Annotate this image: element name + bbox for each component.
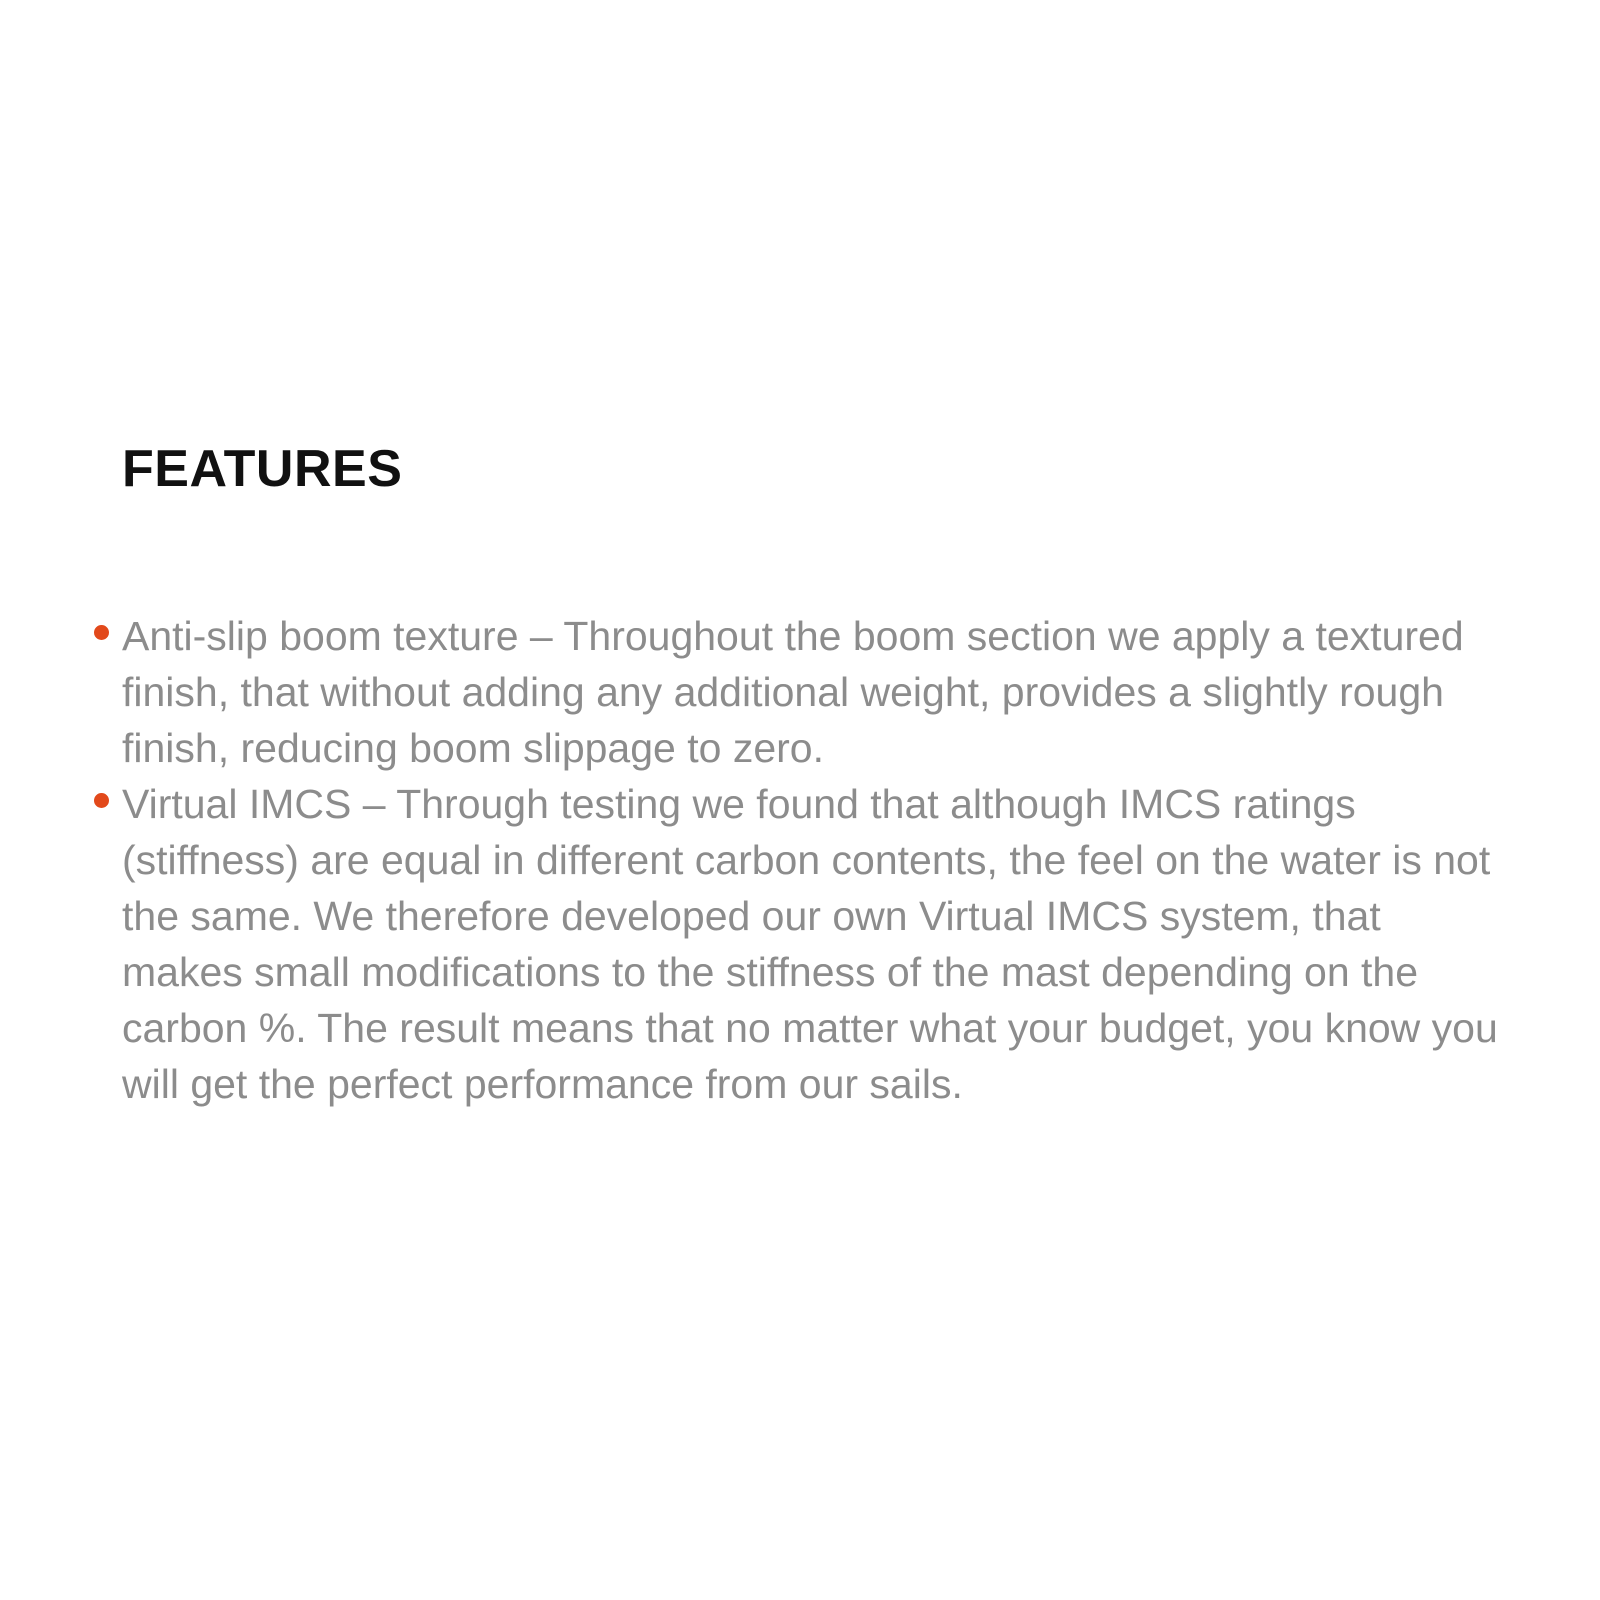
page-title: FEATURES [122, 440, 403, 498]
list-item [122, 776, 1502, 1112]
list-item-text: Virtual IMCS – Through testing we found that although IMCS ratings (stiffness) are equal in different carbon contents, the feel on the water is not the same. We therefore developed our own Virtual IMCS system, that makes small modifications to the stiffness of the mast depending on the carbon %. The result means that no matter what your budget, you know you will get the perfect performance from our sails. [122, 781, 1498, 1107]
list-item-text: Anti-slip boom texture – Throughout the boom section we apply a textured finish, that without adding any additional weight, provides a slightly rough finish, reducing boom slippage to zero. [122, 613, 1464, 771]
bullet-icon [94, 793, 109, 808]
bullet-icon [94, 625, 109, 640]
features-section [122, 440, 1502, 1112]
list-item [122, 608, 1502, 776]
features-list [122, 608, 1502, 1112]
